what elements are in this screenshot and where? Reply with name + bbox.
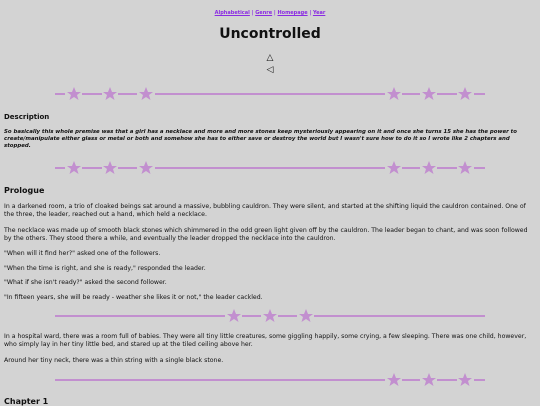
- prologue-paragraph: "In fifteen years, she will be ready - weather she likes it or not," the leader cackled.: [4, 294, 263, 301]
- prologue-paragraph: "When the time is right, and she is ready," responded the leader.: [4, 265, 206, 272]
- star-icon: [387, 87, 401, 100]
- star-icon: [139, 161, 153, 174]
- prologue-paragraph: The necklace was made up of smooth black stones which shimmered in the odd green light given off by the cauldron. The leader began to chant, and was soon followed by the others. They stood there a while, and eventually the leader dropped the necklace into the cauldron.: [4, 227, 528, 242]
- star-icon: [387, 373, 401, 386]
- prologue-paragraph: "What if she isn't ready?" asked the second follower.: [4, 279, 167, 286]
- top-nav: [0, 10, 540, 16]
- star-divider: [55, 86, 485, 102]
- nav-link-homepage[interactable]: Homepage: [277, 10, 308, 16]
- nav-link-genre[interactable]: Genre: [255, 10, 273, 16]
- star-icon: [299, 309, 313, 322]
- prologue-heading: Prologue: [4, 186, 45, 195]
- description-heading: Description: [4, 113, 50, 121]
- star-icon: [458, 373, 472, 386]
- star-icon: [422, 161, 436, 174]
- scroll-up-arrow-icon[interactable]: △: [266, 53, 274, 63]
- star-icon: [67, 87, 81, 100]
- star-icon: [67, 161, 81, 174]
- back-arrow-icon[interactable]: ◁: [266, 65, 274, 75]
- star-icon: [458, 161, 472, 174]
- star-icon: [422, 373, 436, 386]
- nav-separator: |: [273, 10, 276, 16]
- description-text: So basically this whole premise was that a girl has a necklace and more and more stones keep mysteriously appearing on it and once she turns 15 she has the power to create/manipulate either glass or metal or both and somehow she has to either save or destroy the world but I wasn't sure how to do it so I wrote like 2 chapters and stopped.: [4, 129, 517, 149]
- star-icon: [263, 309, 277, 322]
- page-title: Uncontrolled: [219, 26, 321, 42]
- star-divider: [55, 308, 485, 324]
- chapter-1-heading: Chapter 1: [4, 397, 49, 406]
- star-divider: [55, 372, 485, 388]
- star-icon: [458, 87, 472, 100]
- star-icon: [139, 87, 153, 100]
- prologue-paragraph: In a darkened room, a trio of cloaked beings sat around a massive, bubbling cauldron. They were silent, and started at the shifting liquid the cauldron contained. One of the three, the leader, reached out a hand, which held a necklace.: [4, 203, 526, 218]
- star-divider: [55, 160, 485, 176]
- star-icon: [387, 161, 401, 174]
- nav-separator: |: [309, 10, 312, 16]
- nav-separator: |: [251, 10, 254, 16]
- nav-link-alphabetical[interactable]: Alphabetical: [214, 10, 250, 16]
- nav-link-year[interactable]: Year: [312, 10, 326, 16]
- ward-paragraph: In a hospital ward, there was a room full of babies. They were all tiny little creatures, some giggling happily, some crying, a few sleeping. There was one child, however, who simply lay in her tiny little bed, and stared up at the tiled ceiling above her.: [4, 333, 527, 348]
- star-icon: [103, 161, 117, 174]
- star-icon: [227, 309, 241, 322]
- prologue-paragraph: "When will it find her?" asked one of the followers.: [4, 250, 161, 257]
- ward-paragraph: Around her tiny neck, there was a thin string with a single black stone.: [4, 357, 224, 364]
- star-icon: [422, 87, 436, 100]
- star-icon: [103, 87, 117, 100]
